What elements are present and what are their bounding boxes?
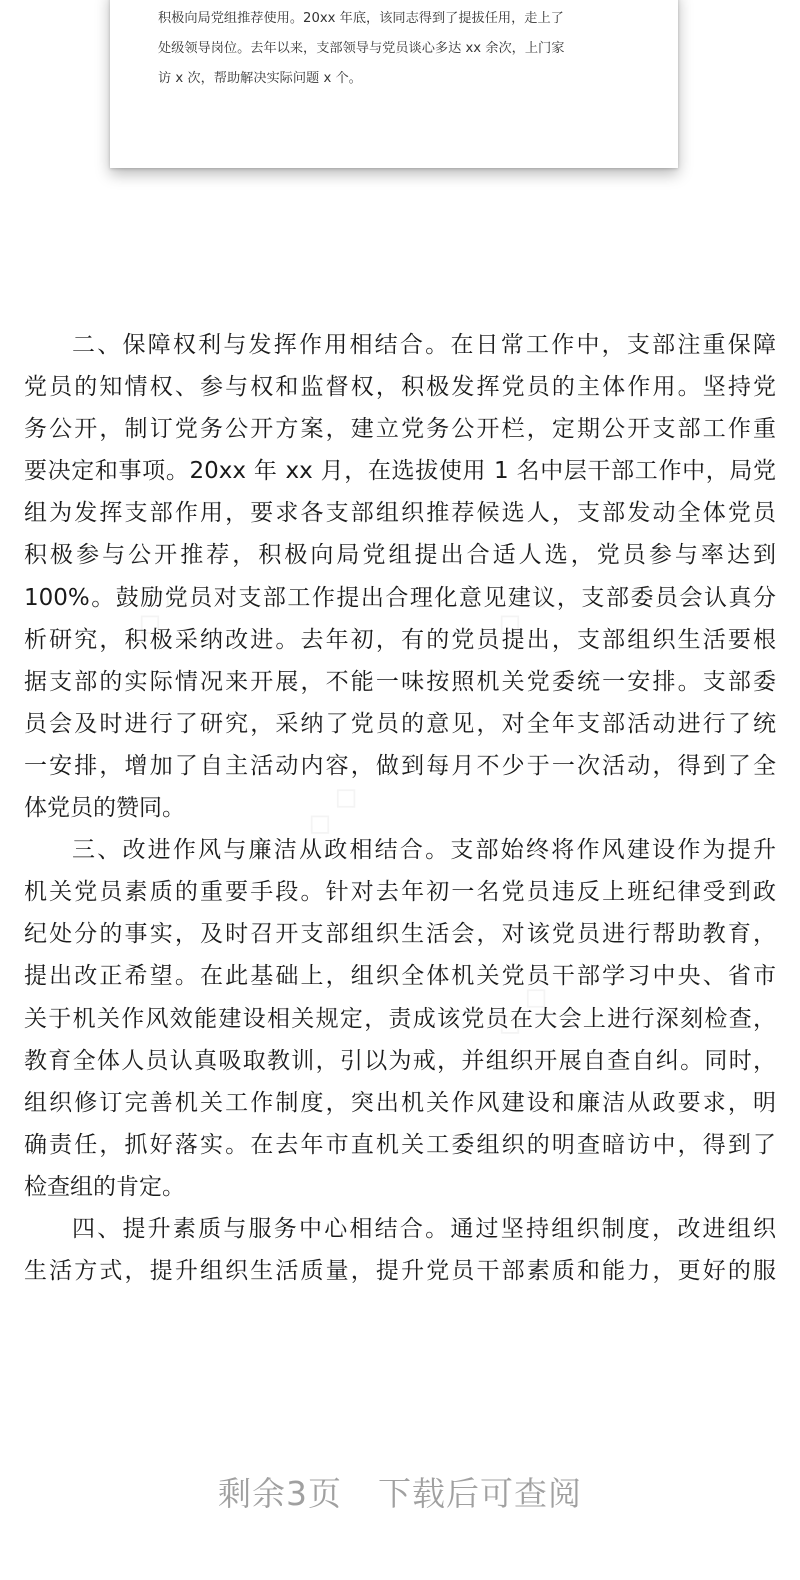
paragraph-line: 组为发挥支部作用，要求各支部组织推荐候选人，支部发动全体党员 <box>24 500 776 527</box>
download-to-view-label: 下载后可查阅 <box>378 1474 582 1513</box>
paragraph-line: 关于机关作风效能建设相关规定，责成该党员在大会上进行深刻检查， <box>24 1005 776 1032</box>
paragraph-line: 体党员的赞同。 <box>24 795 185 822</box>
remaining-pages-label: 剩余3页 <box>218 1474 342 1513</box>
paragraph-line: 100%。鼓励党员对支部工作提出合理化意见建议，支部委员会认真分 <box>24 584 776 611</box>
paragraph-line: 生活方式，提升组织生活质量，提升党员干部素质和能力，更好的服 <box>24 1258 776 1285</box>
paragraph-line: 要决定和事项。20xx 年 xx 月，在选拔使用 1 名中层干部工作中，局党 <box>24 458 776 485</box>
paragraph-line: 二、保障权利与发挥作用相结合。在日常工作中，支部注重保障 <box>72 332 776 358</box>
paragraph-line: 员会及时进行了研究，采纳了党员的意见，对全年支部活动进行了统 <box>24 710 776 737</box>
previous-page-line: 处级领导岗位。去年以来，支部领导与党员谈心多达 xx 余次，上门家 <box>158 41 565 56</box>
paragraph-line: 纪处分的事实，及时召开支部组织生活会，对该党员进行帮助教育， <box>24 921 776 948</box>
paragraph-line: 党员的知情权、参与权和监督权，积极发挥党员的主体作用。坚持党 <box>24 374 776 401</box>
previous-page-card <box>110 0 678 168</box>
paragraph-line: 析研究，积极采纳改进。去年初，有的党员提出，支部组织生活要根 <box>24 626 776 653</box>
previous-page-text <box>158 4 648 94</box>
paragraph-line: 提出改正希望。在此基础上，组织全体机关党员干部学习中央、省市 <box>24 963 776 990</box>
paragraph-line: 一安排，增加了自主活动内容，做到每月不少于一次活动，得到了全 <box>24 752 776 779</box>
paragraph-line: 四、提升素质与服务中心相结合。通过坚持组织制度，改进组织 <box>72 1215 776 1242</box>
paragraph-line: 检查组的肯定。 <box>24 1173 185 1200</box>
paragraph-line: 教育全体人员认真吸取教训，引以为戒，并组织开展自查自纠。同时， <box>24 1047 776 1074</box>
paragraph-line: 组织修订完善机关工作制度，突出机关作风建设和廉洁从政要求，明 <box>24 1089 776 1116</box>
paragraph-line: 积极参与公开推荐，积极向局党组提出合适人选，党员参与率达到 <box>24 542 776 569</box>
previous-page-line: 积极向局党组推荐使用。20xx 年底，该同志得到了提拔任用，走上了 <box>158 11 564 26</box>
paragraph-line: 机关党员素质的重要手段。针对去年初一名党员违反上班纪律受到政 <box>24 879 776 906</box>
previous-page-line: 访 x 次，帮助解决实际问题 x 个。 <box>158 71 362 86</box>
paragraph-line: 三、改进作风与廉洁从政相结合。支部始终将作风建设作为提升 <box>72 837 776 864</box>
paragraph-line: 务公开，制订党务公开方案，建立党务公开栏，定期公开支部工作重 <box>24 416 776 443</box>
download-prompt-banner[interactable] <box>0 1468 800 1515</box>
paragraph-line: 据支部的实际情况来开展，不能一味按照机关党委统一安排。支部委 <box>24 668 776 695</box>
document-body <box>24 324 776 1292</box>
paragraph-line: 确责任，抓好落实。在去年市直机关工委组织的明查暗访中，得到了 <box>24 1131 776 1158</box>
